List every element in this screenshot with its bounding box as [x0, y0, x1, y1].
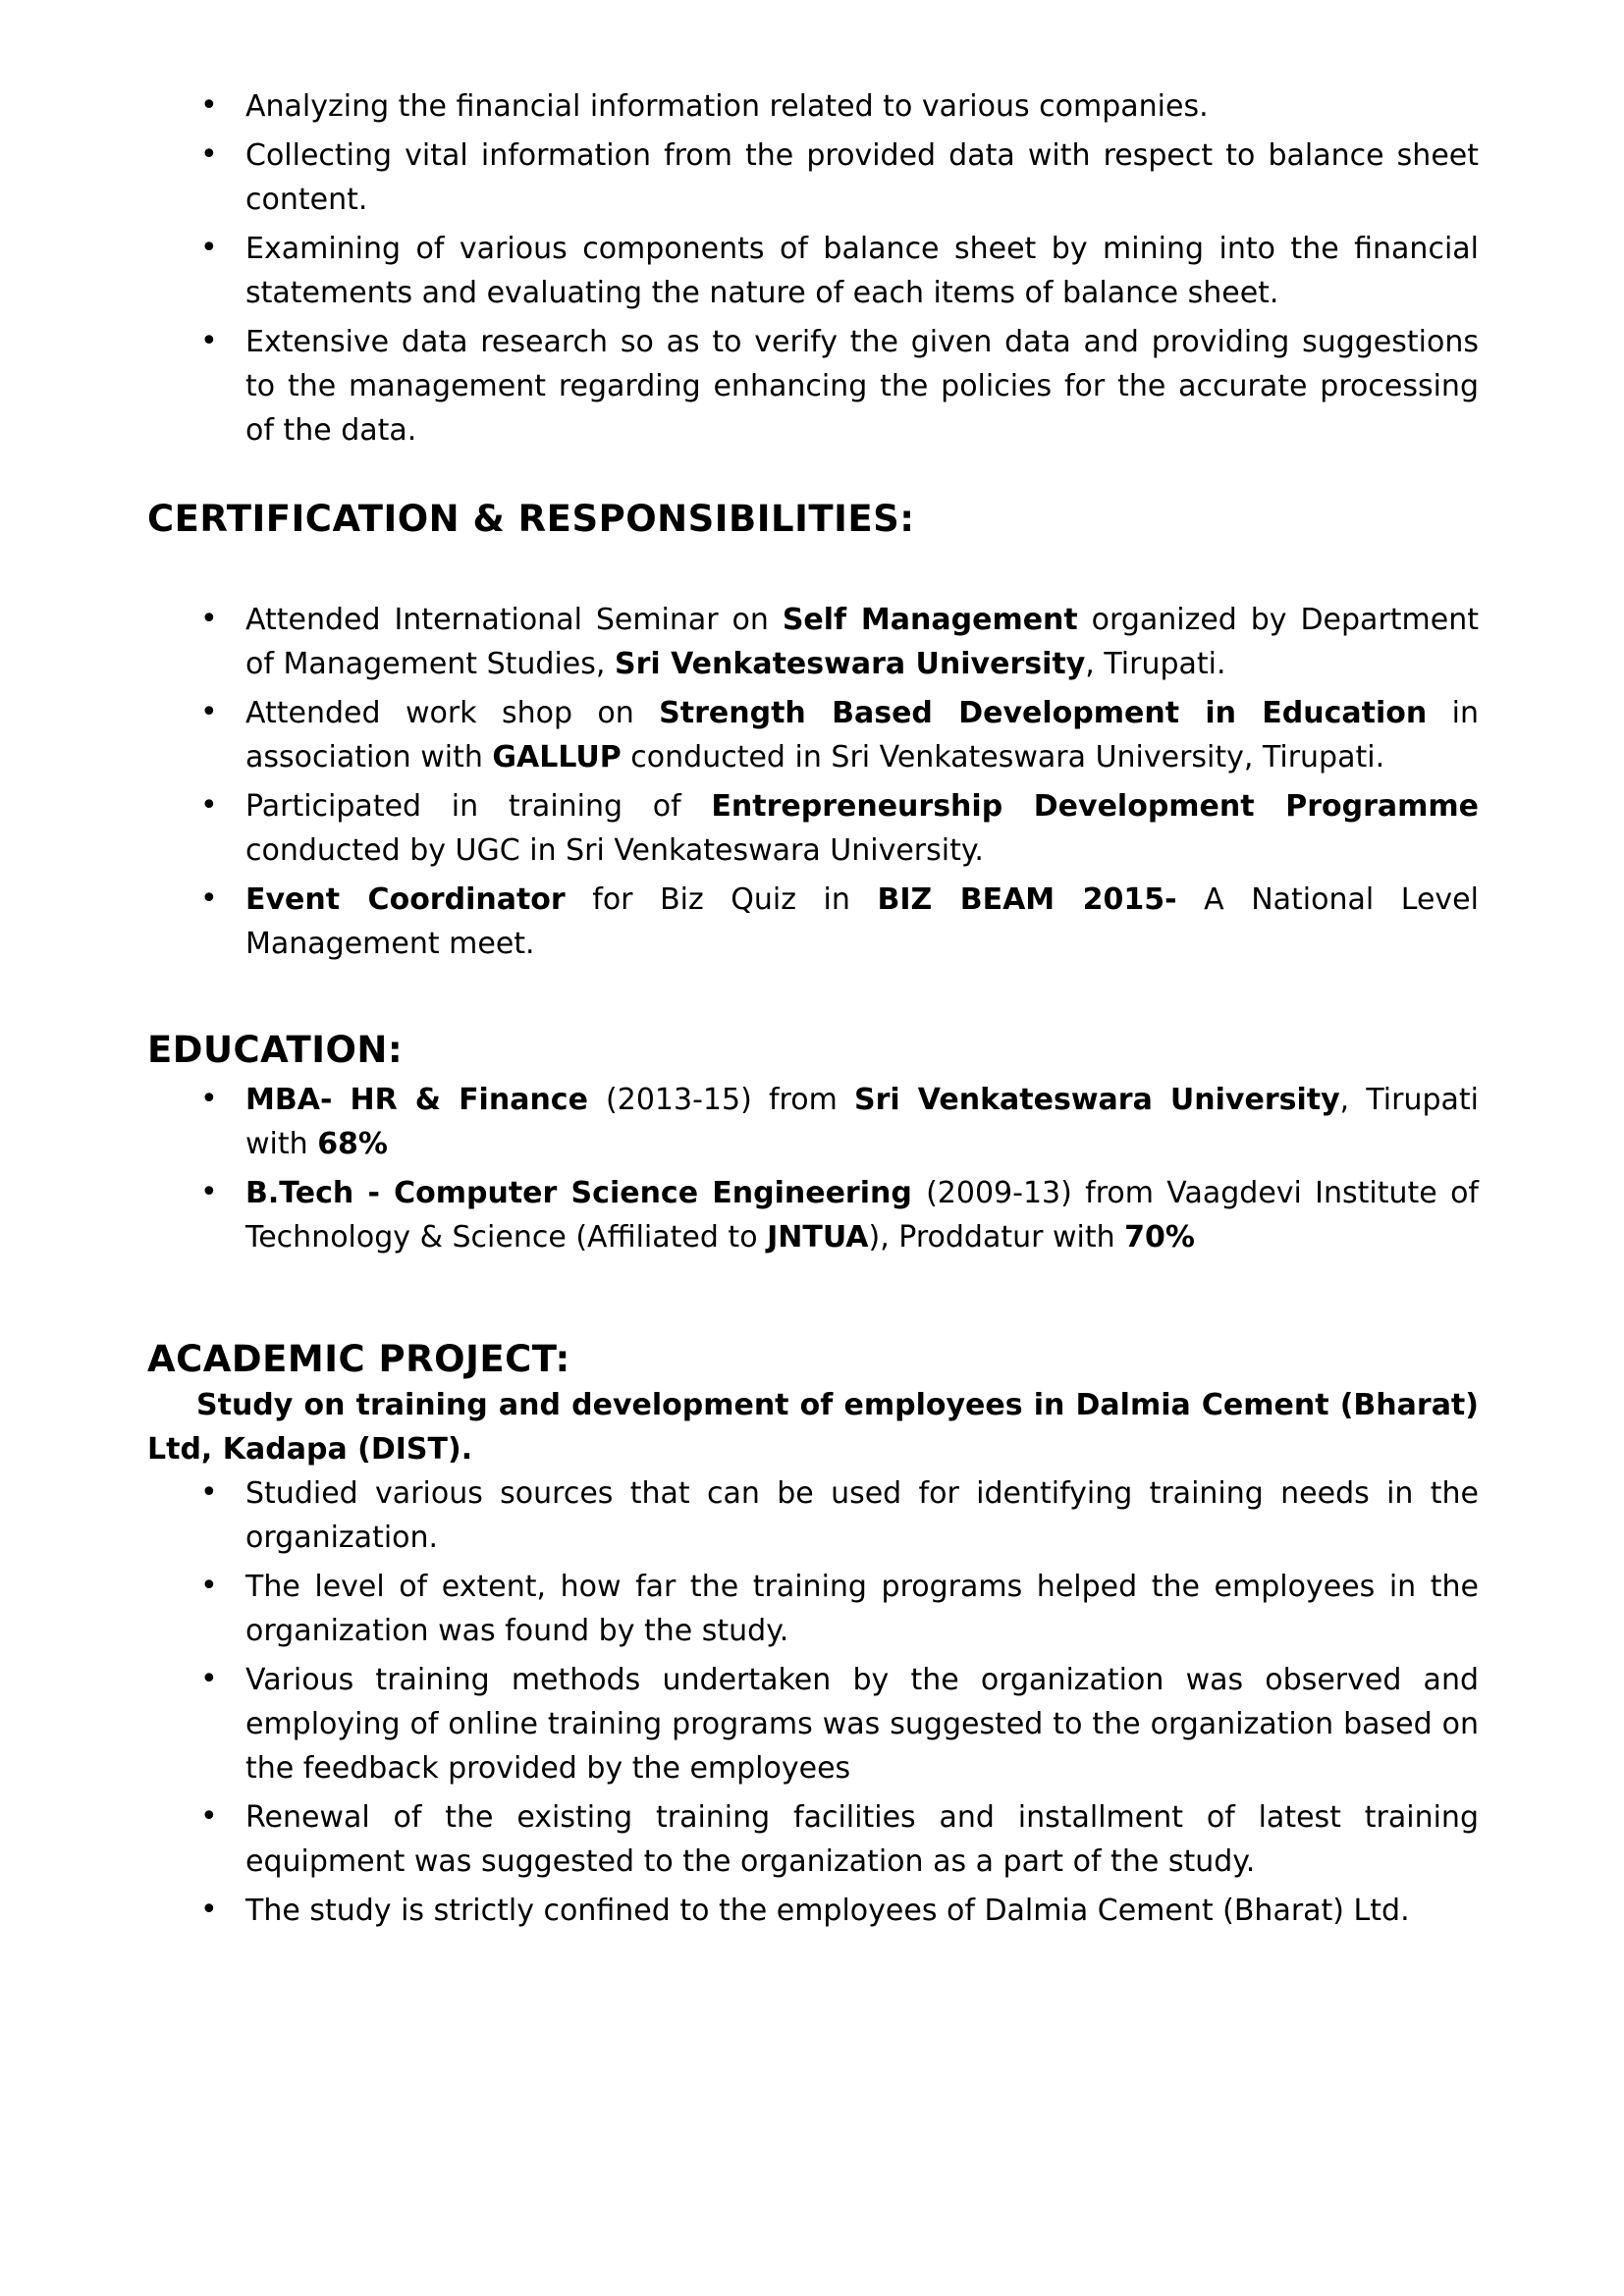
section-heading-certification: CERTIFICATION & RESPONSIBILITIES: [147, 498, 915, 540]
list-item-text: Various training methods undertaken by the organization was observed and employing of online training programs was suggested to the organization based on the feedback provided by the employees [245, 1663, 1479, 1786]
list-item [200, 878, 1479, 966]
list-item-text: Examining of various components of balance sheet by mining into the financial statements and evaluating the nature of each items of balance sheet. [245, 232, 1479, 310]
list-item [200, 1658, 1479, 1790]
list-item [200, 1889, 1479, 1933]
list-item [200, 1078, 1480, 1166]
project-title-paragraph: Study on training and development of employees in Dalmia Cement (Bharat) Ltd, Kadapa (DIST). [147, 1388, 1479, 1467]
list-item [200, 598, 1479, 686]
academic-project-list [147, 1471, 1479, 1933]
list-item-text: The level of extent, how far the training programs helped the employees in the organization was found by the study. [245, 1570, 1479, 1648]
bullet-icon: • [200, 1799, 218, 1834]
list-item-text: Renewal of the existing training facilities and installment of latest training equipment was suggested to the organization as a part of the study. [245, 1800, 1479, 1879]
certification-list [147, 598, 1479, 966]
bullet-icon: • [200, 1569, 218, 1603]
list-item-text: Event Coordinator for Biz Quiz in BIZ BEAM 2015- A National Level Management meet. [245, 882, 1479, 961]
bullet-icon: • [200, 1175, 218, 1209]
section-heading-education: EDUCATION: [147, 1029, 404, 1071]
list-item [200, 84, 1479, 129]
bullet-icon: • [200, 88, 218, 123]
bullet-icon: • [200, 1475, 218, 1510]
list-item [200, 1471, 1479, 1560]
list-item [200, 691, 1480, 779]
bullet-icon: • [200, 1082, 218, 1116]
list-item-text: Participated in training of Entrepreneurship Development Programme conducted by UGC in Sri Venkateswara University. [245, 789, 1479, 868]
list-item-text: Extensive data research so as to verify the given data and providing suggestions to the management regarding enhancing the policies for the accurate processing of the data. [245, 325, 1479, 448]
list-item-text: The study is strictly confined to the employees of Dalmia Cement (Bharat) Ltd. [245, 1894, 1410, 1928]
list-item [200, 133, 1479, 222]
list-item [200, 784, 1479, 873]
list-item [200, 1565, 1479, 1653]
list-item-text: MBA- HR & Finance (2013-15) from Sri Venkateswara University, Tirupati with 68% [245, 1083, 1480, 1161]
bullet-icon: • [200, 602, 218, 636]
list-item-text: B.Tech - Computer Science Engineering (2009-13) from Vaagdevi Institute of Technology & Science (Affiliated to JNTUA), Proddatur with 70% [245, 1176, 1479, 1255]
list-item [200, 320, 1479, 453]
bullet-icon: • [200, 231, 218, 265]
list-item-text: Analyzing the financial information related to various companies. [245, 89, 1209, 124]
profile-highlights-list [147, 84, 1479, 453]
bullet-icon: • [200, 1893, 218, 1927]
list-item-text: Attended International Seminar on Self Management organized by Department of Management Studies, Sri Venkateswara University, Tirupati. [245, 603, 1479, 681]
bullet-icon: • [200, 324, 218, 358]
bullet-icon: • [200, 1662, 218, 1696]
list-item-text: Studied various sources that can be used for identifying training needs in the organization. [245, 1476, 1479, 1555]
bullet-icon: • [200, 881, 218, 916]
education-list [147, 1078, 1479, 1259]
bullet-icon: • [200, 137, 218, 172]
list-item-text: Attended work shop on Strength Based Development in Education in association with GALLUP conducted in Sri Venkateswara University, Tirupati. [245, 696, 1480, 774]
list-item [200, 227, 1479, 315]
bullet-icon: • [200, 788, 218, 823]
bullet-icon: • [200, 695, 218, 729]
list-item-text: Collecting vital information from the provided data with respect to balance sheet content. [245, 138, 1479, 217]
section-heading-academic-project: ACADEMIC PROJECT: [147, 1338, 570, 1380]
list-item [200, 1171, 1479, 1259]
list-item [200, 1795, 1479, 1884]
